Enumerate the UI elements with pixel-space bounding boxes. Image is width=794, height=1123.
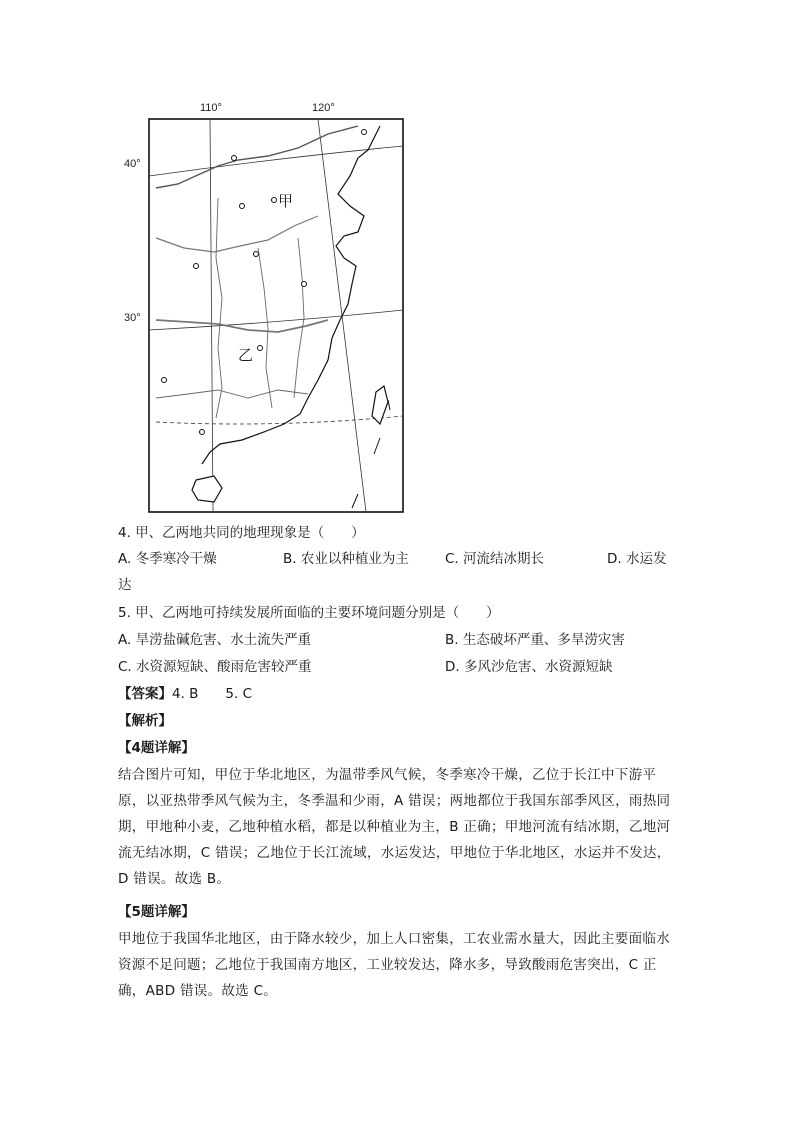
- answer-text: 4. B 5. C: [172, 686, 253, 702]
- question-4-option-c[interactable]: C. 河流结冰期长: [445, 551, 545, 567]
- longitude-label-110: 110°: [200, 102, 222, 114]
- question-4-option-d[interactable]: D. 水运发: [607, 551, 667, 567]
- analysis-label: 【解析】: [118, 713, 172, 729]
- longitude-label-120: 120°: [312, 102, 335, 114]
- place-label-jia: 甲: [278, 192, 294, 210]
- answer-line: [118, 681, 252, 707]
- china-map-figure: [118, 98, 418, 518]
- map-drawing: [118, 98, 418, 518]
- question-5-option-d[interactable]: D. 多风沙危害、水资源短缺: [445, 659, 613, 675]
- place-label-yi: 乙: [238, 346, 254, 364]
- detail-5-text: 甲地位于我国华北地区，由于降水较少，加上人口密集，工农业需水量大，因此主要面临水资源不足问题；乙地位于我国南方地区，工业较发达，降水多，导致酸雨危害突出，C 正确，ABD 错误。故选 C。: [118, 931, 670, 999]
- question-4-option-b[interactable]: B. 农业以种植业为主: [283, 551, 409, 567]
- question-5-stem: 5. 甲、乙两地可持续发展所面临的主要环境问题分别是（ ）: [118, 605, 500, 621]
- detail-4-text: 结合图片可知，甲位于华北地区，为温带季风气候，冬季寒冷干燥，乙位于长江中下游平原，以亚热带季风气候为主，冬季温和少雨，A 错误；两地都位于我国东部季风区，雨热同期，甲地种小麦，乙地种植水稻，都是以种植业为主，B 正确；甲地河流有结冰期，乙地河流无结冰期，C 错误；乙地位于长江流域，水运发达，甲地位于华北地区，水运并不发达，D 错误。故选 B。: [118, 767, 671, 887]
- question-4-option-a[interactable]: A. 冬季寒冷干燥: [118, 551, 217, 567]
- question-4-stem: 4. 甲、乙两地共同的地理现象是（ ）: [118, 525, 365, 541]
- detail-5-label: 【5题详解】: [118, 904, 195, 920]
- question-5-option-b[interactable]: B. 生态破坏严重、多旱涝灾害: [445, 632, 625, 648]
- answer-label: 【答案】: [118, 686, 172, 702]
- latitude-label-40: 40°: [124, 158, 141, 170]
- question-5-option-a[interactable]: A. 旱涝盐碱危害、水土流失严重: [118, 632, 312, 648]
- detail-4-label: 【4题详解】: [118, 740, 195, 756]
- question-5-option-c[interactable]: C. 水资源短缺、酸雨危害较严重: [118, 659, 312, 675]
- question-4-option-d-continued: 达: [118, 577, 132, 593]
- latitude-label-30: 30°: [124, 312, 141, 324]
